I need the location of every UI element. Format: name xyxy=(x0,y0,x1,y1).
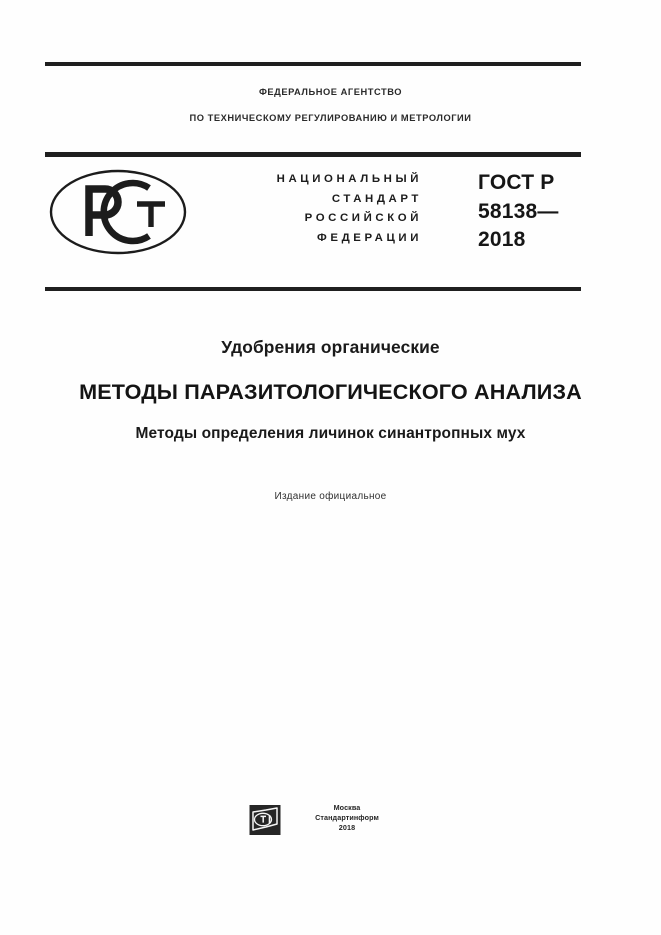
national-standard-line-3: РОССИЙСКОЙ xyxy=(304,212,422,225)
document-title xyxy=(0,339,661,442)
imprint-publisher: Стандартинформ xyxy=(315,813,379,823)
standartinform-logo xyxy=(249,804,282,837)
agency-line-1: ФЕДЕРАЛЬНОЕ АГЕНТСТВО xyxy=(258,87,403,97)
publisher-imprint-inner xyxy=(249,802,419,850)
imprint-city: Москва xyxy=(333,803,361,812)
agency-header xyxy=(0,88,661,124)
national-standard-line-4: ФЕДЕРАЦИИ xyxy=(317,231,422,244)
rosstandart-pct-emblem xyxy=(48,168,188,256)
official-edition-note: Издание официальное xyxy=(274,491,387,502)
imprint-year: 2018 xyxy=(338,823,356,833)
header-rule-bottom xyxy=(45,287,581,291)
national-standard-heading xyxy=(196,170,422,248)
header-rule-top xyxy=(45,62,581,66)
title-main-line: МЕТОДЫ ПАРАЗИТОЛОГИЧЕСКОГО АНАЛИЗА xyxy=(79,379,582,405)
national-standard-line-1: НАЦИОНАЛЬНЫЙ xyxy=(276,173,422,185)
standard-designation xyxy=(478,169,658,255)
standard-designation-line-3: 2018 xyxy=(478,228,526,251)
standard-identification-band xyxy=(0,160,661,280)
agency-line-2: ПО ТЕХНИЧЕСКОМУ РЕГУЛИРОВАНИЮ И МЕТРОЛОГИИ xyxy=(189,113,472,124)
title-subtitle-line: Методы определения личинок синантропных мух xyxy=(135,425,526,442)
standard-designation-line-1: ГОСТ Р xyxy=(478,171,555,194)
header-rule-middle xyxy=(45,152,581,157)
national-standard-line-2: СТАНДАРТ xyxy=(331,192,422,205)
publisher-imprint xyxy=(0,802,661,850)
publisher-imprint-text xyxy=(287,803,407,834)
standard-designation-line-2: 58138— xyxy=(478,199,559,223)
title-subject-line: Удобрения органические xyxy=(221,337,440,357)
